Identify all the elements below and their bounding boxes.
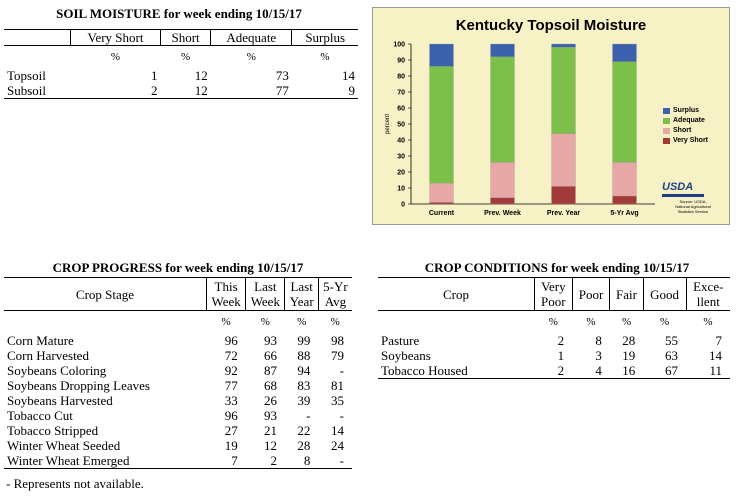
conditions-cell: 7	[715, 333, 722, 348]
y-tick-label: 70	[397, 89, 405, 97]
legend-label: Very Short	[673, 137, 709, 144]
conditions-column-header	[535, 278, 573, 311]
conditions-cell: 11	[686, 363, 730, 379]
soil-cell: 9	[292, 83, 358, 99]
x-tick-label: Prev. Year	[546, 210, 581, 217]
legend-swatch	[663, 118, 670, 124]
conditions-percent-cell: %	[621, 315, 632, 328]
conditions-row-label: Pasture	[381, 333, 420, 348]
conditions-cell: 8	[595, 333, 602, 348]
legend-label: Surplus	[673, 107, 700, 114]
bar-segment	[430, 44, 454, 66]
soil-column-header: Adequate	[211, 30, 292, 46]
progress-row-label: Winter Wheat Seeded	[7, 438, 121, 453]
progress-stage-header: Crop Stage	[4, 278, 207, 311]
soil-percent-cell: %	[110, 50, 121, 63]
x-tick-label: 5-Yr Avg	[610, 210, 639, 217]
progress-percent-cell: %	[330, 315, 340, 328]
conditions-crop-header: Crop	[378, 278, 535, 311]
crop-conditions-title: CROP CONDITIONS for week ending 10/15/17	[424, 260, 690, 275]
conditions-column-header	[572, 278, 610, 311]
y-tick-label: 100	[393, 41, 405, 49]
bar-segment	[430, 202, 454, 204]
progress-cell: 92	[224, 363, 238, 378]
progress-cell: 77	[224, 378, 238, 393]
y-tick-label: 40	[397, 137, 405, 145]
soil-header-row	[4, 30, 358, 46]
conditions-cell: 67	[643, 363, 686, 379]
legend-item	[663, 137, 708, 144]
y-tick-label: 50	[397, 121, 405, 129]
crop-progress-table	[4, 277, 352, 469]
soil-column-header: Short	[160, 30, 210, 46]
chart-title: Kentucky Topsoil Moisture	[455, 17, 647, 34]
conditions-column-header-line: Poor	[578, 286, 604, 302]
x-tick-label: Current	[428, 210, 455, 217]
conditions-percent-blank	[378, 311, 535, 334]
progress-row	[4, 393, 352, 408]
y-tick-label: 10	[397, 185, 405, 193]
progress-cell: 14	[331, 423, 344, 438]
soil-cell: 12	[160, 83, 210, 99]
conditions-column-header	[610, 278, 643, 311]
bar-segment	[613, 196, 637, 204]
conditions-column-header-line: Fair	[616, 286, 637, 302]
x-tick-label: Prev. Week	[484, 210, 521, 217]
progress-column-header-line: Last	[254, 279, 277, 294]
conditions-column-header-line: Very	[541, 279, 566, 294]
progress-column-header-line: Last	[290, 279, 313, 294]
progress-column-header-line: This	[214, 279, 238, 294]
progress-cell: 99	[297, 333, 311, 348]
legend-swatch	[663, 138, 670, 144]
progress-cell: 7	[207, 453, 246, 469]
legend-swatch	[663, 128, 670, 134]
bar-segment	[552, 44, 576, 47]
usda-source-line: Source: USDA,	[679, 199, 707, 204]
soil-corner-cell	[4, 30, 71, 46]
conditions-header-row	[378, 278, 730, 311]
progress-row	[4, 453, 352, 469]
progress-row	[4, 408, 352, 423]
progress-cell: 2	[246, 453, 285, 469]
conditions-row-label: Soybeans	[381, 348, 431, 363]
progress-percent-cell: %	[221, 315, 231, 328]
soil-column-header: Surplus	[292, 30, 358, 46]
progress-cell: 35	[331, 393, 344, 408]
conditions-column-header-line: Poor	[541, 294, 566, 309]
progress-cell: 98	[331, 333, 344, 348]
bar-segment	[613, 162, 637, 196]
legend-item	[663, 127, 708, 134]
soil-percent-cell: %	[181, 50, 191, 63]
soil-column-header: Very Short	[71, 30, 161, 46]
conditions-column-header	[643, 278, 686, 311]
bar-segment	[491, 44, 515, 57]
conditions-percent-row	[378, 311, 730, 334]
conditions-percent-cell: %	[660, 315, 670, 328]
progress-column-header-line: Week	[211, 294, 241, 309]
conditions-column-header-line: llent	[696, 294, 720, 309]
legend-label: Adequate	[673, 117, 705, 124]
usda-logo-text: USDA	[662, 181, 694, 193]
soil-row-label: Topsoil	[7, 68, 46, 83]
progress-cell: 87	[263, 363, 277, 378]
usda-logo-bar	[662, 194, 704, 197]
chart-legend	[663, 107, 708, 147]
progress-cell: -	[339, 363, 344, 378]
progress-row-label: Corn Mature	[7, 333, 74, 348]
bar-segment	[430, 183, 454, 202]
progress-cell: 83	[297, 378, 311, 393]
progress-cell: -	[339, 408, 344, 423]
conditions-row-label: Tobacco Housed	[378, 363, 535, 379]
progress-cell: 66	[263, 348, 277, 363]
topsoil-chart	[372, 7, 730, 225]
soil-row-label: Subsoil	[4, 83, 71, 99]
bar-segment	[430, 66, 454, 183]
legend-swatch	[663, 108, 670, 114]
progress-cell: 81	[331, 378, 344, 393]
progress-cell: 79	[331, 348, 344, 363]
progress-percent-row	[4, 311, 352, 334]
progress-row	[4, 363, 352, 378]
bar-segment	[613, 44, 637, 62]
soil-cell: 14	[342, 68, 355, 83]
conditions-cell: 63	[665, 348, 679, 363]
conditions-cell: 55	[665, 333, 679, 348]
progress-row-label: Soybeans Dropping Leaves	[7, 378, 150, 393]
progress-cell: 12	[263, 438, 277, 453]
conditions-column-header	[686, 278, 730, 311]
soil-cell: 1	[150, 68, 158, 83]
progress-cell: 21	[263, 423, 277, 438]
y-tick-label: 90	[397, 57, 405, 65]
usda-source-line: Statistics Service	[677, 209, 709, 214]
bar-segment	[491, 198, 515, 204]
progress-row	[4, 378, 352, 393]
conditions-row	[378, 333, 730, 348]
y-tick-label: 60	[397, 105, 405, 113]
progress-row-label: Soybeans Harvested	[7, 393, 113, 408]
progress-row-label: Tobacco Cut	[7, 408, 73, 423]
legend-item	[663, 117, 708, 124]
soil-row	[4, 83, 358, 99]
footnote: - Represents not available.	[6, 476, 144, 491]
conditions-row	[378, 363, 730, 379]
progress-percent-cell: %	[297, 315, 307, 328]
soil-cell: 73	[275, 68, 289, 83]
progress-percent-cell: %	[260, 315, 270, 328]
y-tick-label: 0	[401, 201, 405, 209]
bar-segment	[552, 186, 576, 204]
progress-row	[4, 348, 352, 363]
bar-segment	[552, 47, 576, 133]
progress-column-header-line: 5-Yr	[323, 279, 348, 294]
progress-cell: -	[318, 453, 352, 469]
soil-cell: 77	[211, 83, 292, 99]
progress-cell: 22	[297, 423, 311, 438]
progress-cell: 96	[224, 408, 238, 423]
bar-segment	[552, 134, 576, 187]
soil-percent-row	[4, 46, 358, 69]
legend-label: Short	[673, 127, 692, 134]
y-tick-label: 80	[397, 73, 405, 81]
conditions-cell: 19	[622, 348, 636, 363]
progress-cell: 68	[263, 378, 277, 393]
progress-row-label: Winter Wheat Emerged	[4, 453, 207, 469]
progress-cell: -	[306, 408, 311, 423]
progress-cell: 28	[297, 438, 311, 453]
conditions-cell: 14	[709, 348, 722, 363]
progress-cell: 8	[285, 453, 318, 469]
progress-column-header-line: Week	[250, 294, 280, 309]
usda-source-line: National Agricultural	[675, 204, 711, 209]
progress-cell: 93	[263, 408, 277, 423]
progress-row-label: Corn Harvested	[7, 348, 89, 363]
soil-percent-blank	[4, 46, 71, 69]
conditions-cell: 2	[557, 333, 565, 348]
progress-cell: 33	[224, 393, 238, 408]
soil-percent-cell: %	[246, 50, 256, 63]
progress-row-label: Tobacco Stripped	[7, 423, 99, 438]
y-tick-label: 20	[397, 169, 405, 177]
conditions-percent-cell: %	[548, 315, 558, 328]
soil-cell: 2	[71, 83, 161, 99]
conditions-column-header-line: Good	[650, 286, 680, 302]
conditions-cell: 2	[535, 363, 573, 379]
progress-cell: 96	[224, 333, 238, 348]
usda-logo	[662, 181, 724, 214]
progress-row	[4, 438, 352, 453]
soil-moisture-title: SOIL MOISTURE for week ending 10/15/17	[56, 6, 302, 21]
soil-row	[4, 68, 358, 83]
progress-cell: 72	[224, 348, 238, 363]
bar-segment	[491, 162, 515, 197]
progress-cell: 26	[263, 393, 277, 408]
progress-row	[4, 423, 352, 438]
usda-source-text	[662, 199, 724, 214]
progress-column-header-line: Avg	[324, 294, 347, 309]
progress-row	[4, 333, 352, 348]
conditions-row	[378, 348, 730, 363]
bar-segment	[613, 62, 637, 163]
crop-conditions-table	[378, 277, 730, 379]
progress-cell: 27	[224, 423, 238, 438]
soil-moisture-table	[4, 29, 358, 99]
progress-column-header-line: Year	[289, 294, 314, 309]
conditions-column-header-line: Exce-	[693, 279, 724, 294]
y-tick-label: 30	[397, 153, 405, 161]
crop-progress-title: CROP PROGRESS for week ending 10/15/17	[52, 260, 304, 275]
progress-cell: 19	[224, 438, 238, 453]
bar-segment	[491, 57, 515, 163]
progress-column-header	[207, 278, 246, 311]
progress-cell: 88	[297, 348, 311, 363]
conditions-cell: 16	[610, 363, 643, 379]
conditions-percent-cell: %	[703, 315, 713, 328]
legend-item	[663, 107, 708, 114]
progress-percent-blank	[4, 311, 207, 334]
progress-cell: 39	[297, 393, 311, 408]
progress-cell: 94	[297, 363, 311, 378]
soil-percent-cell: %	[320, 50, 330, 63]
progress-column-header	[318, 278, 352, 311]
progress-cell: 93	[263, 333, 277, 348]
conditions-percent-cell: %	[586, 315, 596, 328]
conditions-cell: 28	[622, 333, 636, 348]
conditions-cell: 3	[595, 348, 602, 363]
y-axis-label: percent	[385, 113, 391, 135]
conditions-cell: 4	[572, 363, 610, 379]
progress-row-label: Soybeans Coloring	[7, 363, 107, 378]
conditions-cell: 1	[557, 348, 565, 363]
progress-column-header	[246, 278, 285, 311]
progress-column-header	[285, 278, 318, 311]
progress-cell: 24	[331, 438, 344, 453]
soil-cell: 12	[194, 68, 208, 83]
progress-header-row	[4, 278, 352, 311]
